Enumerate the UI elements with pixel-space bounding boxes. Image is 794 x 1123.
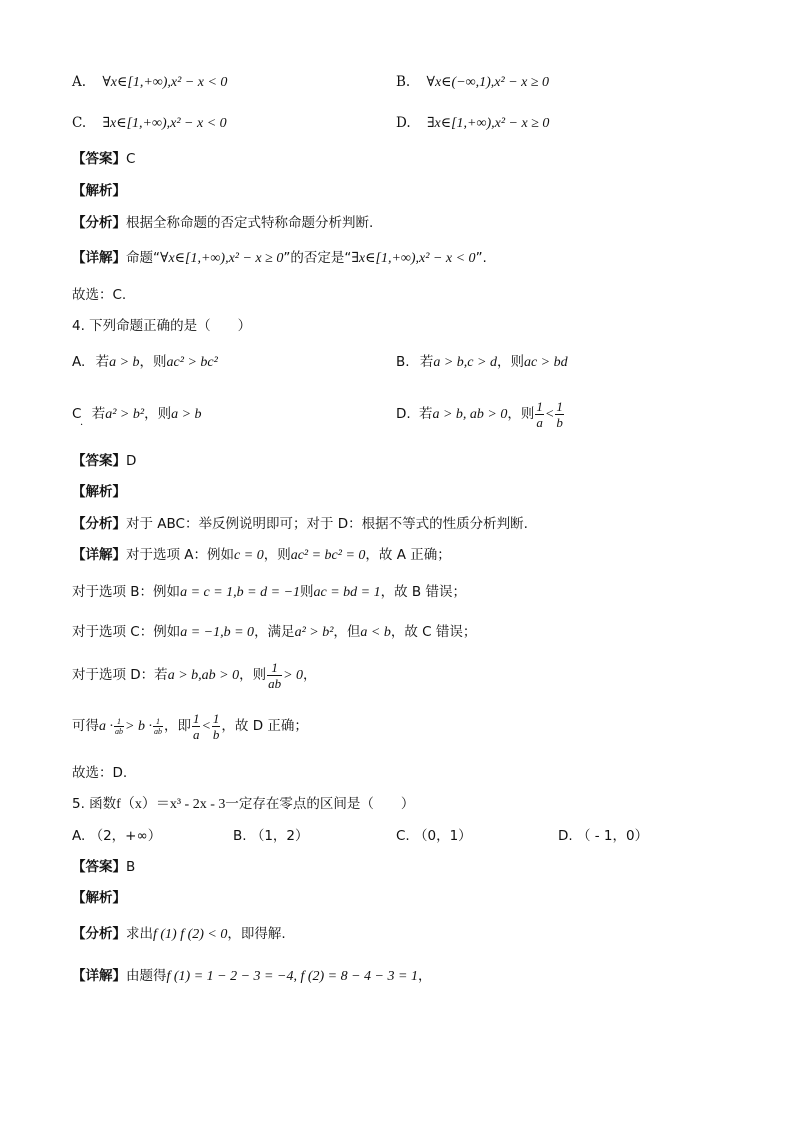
fraction bbox=[212, 711, 221, 742]
q4-analysis-tag: 【解析】 bbox=[72, 484, 126, 500]
text-segment: ”. bbox=[475, 250, 487, 266]
q5-fenxi bbox=[72, 924, 286, 945]
fenxi-tag: 【分析】 bbox=[72, 516, 126, 532]
text-segment: ”的否定是“ bbox=[283, 250, 352, 266]
math-segment: a > b,c > d bbox=[433, 355, 497, 370]
text-segment: ，则 bbox=[263, 547, 291, 563]
fraction-numerator: 1 bbox=[212, 710, 220, 726]
option-label: B. bbox=[396, 74, 411, 90]
text-segment: ，故 B 错误； bbox=[380, 584, 466, 600]
text-segment: ，则 bbox=[496, 354, 524, 370]
option-math: ∃x∈[1,+∞),x² − x ≥ 0 bbox=[426, 116, 550, 131]
text-segment: 则 bbox=[300, 584, 314, 600]
text-segment: 若 bbox=[91, 406, 106, 422]
fraction-numerator: 1 bbox=[536, 398, 543, 414]
text-segment: 对于选项 D：若 bbox=[72, 667, 168, 683]
q4-option-b bbox=[396, 352, 568, 373]
text-segment: ，故 C 错误； bbox=[390, 624, 477, 640]
math-segment: < bbox=[201, 719, 211, 734]
text-segment: 一定存在零点的区间是（ ） bbox=[225, 796, 415, 812]
small-fraction bbox=[153, 717, 163, 736]
q4-answer bbox=[72, 451, 136, 471]
q5-option-a: A. （2，+∞） bbox=[72, 828, 162, 844]
text-segment: ，即 bbox=[163, 718, 191, 734]
option-label: C bbox=[72, 406, 82, 422]
math-segment: a < b bbox=[360, 625, 391, 640]
fraction-denominator: a bbox=[536, 414, 543, 430]
text-segment: ，则 bbox=[507, 406, 535, 422]
q4-option-c bbox=[72, 404, 202, 425]
q3-option-b bbox=[396, 72, 549, 93]
answer-value: C bbox=[126, 151, 136, 167]
text-segment: ，即得解. bbox=[227, 926, 286, 942]
q4-xiangjie-line-d bbox=[72, 655, 317, 696]
answer-value: D bbox=[126, 453, 137, 469]
q5-xiangjie bbox=[72, 966, 431, 987]
q3-analysis-tag: 【解析】 bbox=[72, 183, 126, 199]
text-segment: 命题“ bbox=[126, 250, 160, 266]
text-segment: 对于选项 B：例如 bbox=[72, 584, 181, 600]
option-label: B. bbox=[396, 354, 410, 370]
math-segment: a = −1,b = 0 bbox=[180, 625, 255, 640]
fraction bbox=[192, 711, 201, 742]
fraction-denominator: ab bbox=[153, 726, 162, 736]
text-segment: ，故 A 正确； bbox=[365, 547, 451, 563]
text-segment: 对于选项 C：例如 bbox=[72, 624, 181, 640]
q3-answer bbox=[72, 149, 135, 169]
fraction-denominator: ab bbox=[115, 726, 123, 736]
math-segment: a > b bbox=[109, 355, 140, 370]
small-fraction bbox=[114, 717, 124, 736]
math-segment: ac > bd bbox=[523, 355, 568, 370]
option-math: ∃x∈[1,+∞),x² − x < 0 bbox=[102, 116, 227, 131]
math-segment: a² > b² bbox=[294, 625, 334, 640]
fraction-numerator: 1 bbox=[153, 717, 163, 727]
xiangjie-tag: 【详解】 bbox=[72, 250, 126, 266]
text-segment: 由题得 bbox=[126, 968, 167, 984]
text-segment: ，则 bbox=[239, 667, 267, 683]
math-segment: ac² > bc² bbox=[166, 355, 218, 370]
math-segment: ac = bd = 1 bbox=[313, 585, 381, 600]
text-segment: 对于选项 A：例如 bbox=[126, 547, 235, 563]
text-segment: 若 bbox=[419, 354, 434, 370]
q4-option-a bbox=[72, 352, 218, 373]
fenxi-tag: 【分析】 bbox=[72, 926, 126, 942]
text-segment: ， bbox=[417, 968, 432, 984]
q4-fenxi bbox=[72, 514, 528, 534]
q5-stem bbox=[72, 794, 414, 815]
q4-stem: 4. 下列命题正确的是（ ） bbox=[72, 318, 252, 334]
text-segment: ，故 D 正确； bbox=[221, 718, 308, 734]
q3-option-d bbox=[396, 113, 549, 134]
fenxi-text: 根据全称命题的否定式特称命题分析判断. bbox=[126, 215, 374, 231]
math-segment: > b · bbox=[125, 719, 152, 734]
answer-tag: 【答案】 bbox=[72, 151, 126, 167]
option-label: D. bbox=[396, 115, 411, 131]
fraction-numerator: 1 bbox=[267, 660, 282, 676]
text-segment: 若 bbox=[418, 406, 433, 422]
q3-fenxi bbox=[72, 213, 373, 233]
q4-xiangjie-line-b bbox=[72, 582, 466, 603]
fraction-denominator: a bbox=[192, 726, 200, 742]
answer-value: B bbox=[126, 859, 136, 875]
text-segment: 5. 函数 bbox=[72, 796, 117, 812]
text-segment: ，则 bbox=[144, 406, 172, 422]
q4-xiangjie-line-a bbox=[72, 545, 451, 566]
xiangjie-tag: 【详解】 bbox=[72, 547, 126, 563]
answer-tag: 【答案】 bbox=[72, 453, 126, 469]
q3-conclusion: 故选：C. bbox=[72, 287, 127, 303]
text-segment: 可得 bbox=[72, 718, 99, 734]
math-segment: f (1) f (2) < 0 bbox=[153, 927, 228, 942]
q5-option-c: C. （0，1） bbox=[396, 828, 472, 844]
q5-option-b: B. （1，2） bbox=[233, 828, 309, 844]
fraction-denominator: b bbox=[556, 414, 563, 430]
q4-conclusion: 故选：D. bbox=[72, 765, 128, 781]
math-segment: a > b bbox=[171, 407, 202, 422]
math-segment: a · bbox=[99, 719, 113, 734]
math-segment: a > b,ab > 0 bbox=[167, 668, 240, 683]
fraction-denominator: ab bbox=[268, 675, 282, 691]
math-segment: c = 0 bbox=[234, 548, 264, 563]
option-label: C. bbox=[72, 115, 87, 131]
math-segment: > 0 bbox=[283, 668, 304, 683]
math-segment: < bbox=[544, 407, 555, 422]
q5-option-d: D. （ - 1，0） bbox=[558, 828, 649, 844]
text-segment: 若 bbox=[95, 354, 110, 370]
text-segment: ，满足 bbox=[254, 624, 295, 640]
math-segment: ac² = bc² = 0 bbox=[290, 548, 366, 563]
q4-xiangjie-line-c bbox=[72, 622, 476, 643]
answer-tag: 【答案】 bbox=[72, 859, 126, 875]
fraction bbox=[535, 399, 544, 430]
q5-analysis-tag: 【解析】 bbox=[72, 890, 126, 906]
text-segment: ，但 bbox=[333, 624, 361, 640]
fraction-denominator: b bbox=[212, 726, 220, 742]
fraction-numerator: 1 bbox=[114, 717, 124, 727]
option-label: D. bbox=[396, 406, 411, 422]
math-segment: ∃x∈[1,+∞),x² − x < 0 bbox=[351, 251, 476, 266]
math-segment: f（x）＝x³ - 2x - 3 bbox=[116, 797, 226, 812]
text-segment: 求出 bbox=[126, 926, 153, 942]
math-segment: a = c = 1,b = d = −1 bbox=[180, 585, 301, 600]
math-segment: a² > b² bbox=[105, 407, 145, 422]
stray-dot: · bbox=[80, 420, 84, 431]
fenxi-text: 对于 ABC：举反例说明即可；对于 D：根据不等式的性质分析判断. bbox=[126, 516, 528, 532]
option-label: A. bbox=[72, 74, 87, 90]
math-segment: a > b, ab > 0 bbox=[432, 407, 508, 422]
option-math: ∀x∈(−∞,1),x² − x ≥ 0 bbox=[426, 75, 550, 90]
text-segment: ， bbox=[303, 667, 317, 683]
text-segment: ，则 bbox=[139, 354, 167, 370]
q4-option-d bbox=[396, 394, 565, 435]
q4-xiangjie-line-e bbox=[72, 706, 308, 747]
math-segment: f (1) = 1 − 2 − 3 = −4, f (2) = 8 − 4 − 3 = 1 bbox=[166, 969, 418, 984]
option-math: ∀x∈[1,+∞),x² − x < 0 bbox=[102, 75, 228, 90]
q5-answer bbox=[72, 857, 135, 877]
option-label: A. bbox=[72, 354, 86, 370]
fraction-numerator: 1 bbox=[192, 710, 200, 726]
math-segment: ∀x∈[1,+∞),x² − x ≥ 0 bbox=[160, 251, 284, 266]
fraction bbox=[267, 660, 282, 691]
q3-option-c bbox=[72, 113, 227, 134]
fraction-numerator: 1 bbox=[556, 398, 563, 414]
fraction bbox=[555, 399, 564, 430]
xiangjie-tag: 【详解】 bbox=[72, 968, 126, 984]
fenxi-tag: 【分析】 bbox=[72, 215, 126, 231]
q3-xiangjie bbox=[72, 248, 487, 269]
q3-option-a bbox=[72, 72, 227, 93]
